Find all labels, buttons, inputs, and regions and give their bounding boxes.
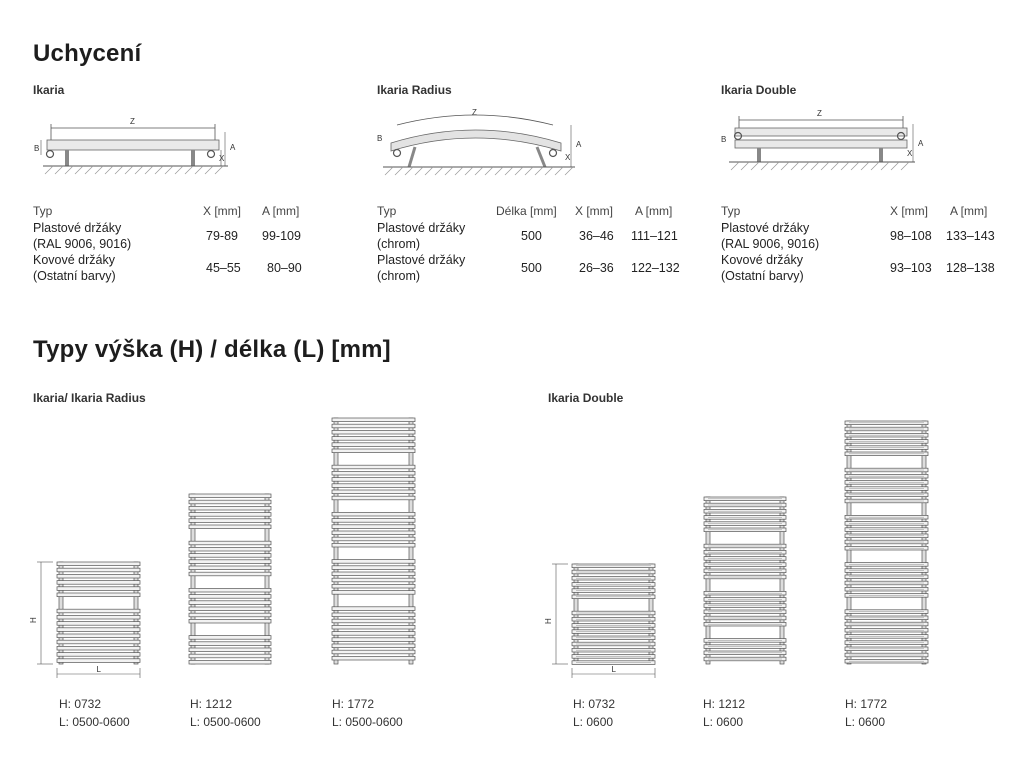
radiator-rail [332,560,415,564]
radiator-rail [332,537,415,541]
table-header-a: A [mm] [950,204,988,218]
radiator-rail [332,619,415,623]
radiator-rail [332,418,415,422]
length-value: L: 0600 [703,715,744,729]
dim-z-label: Z [130,117,135,126]
height-value: H: 0732 [59,697,102,711]
towel-radiator-illustration [167,494,279,684]
size-caption [190,695,261,731]
table-cell-type [33,252,116,284]
radiator-rail [189,607,271,611]
table-cell-length: 500 [521,229,542,243]
radiator-rail [57,609,140,613]
radiator-rail [189,572,271,576]
table-cell-type [721,252,804,284]
dim-x-label: X [907,149,913,158]
radiator-rail [57,653,140,657]
radiator-rail [332,543,415,547]
type-line: (Ostatní barvy) [33,269,116,283]
size-caption [845,695,887,731]
towel-radiator-illustration [682,497,794,684]
table-header-type: Typ [33,204,53,218]
length-value: L: 0600 [573,715,614,729]
dim-a-label: A [230,143,236,152]
section-title-sizes: Typy výška (H) / délka (L) [mm] [33,336,391,363]
ikaria-radius-mounting-diagram [375,103,590,180]
panel-title-ikaria-radius: Ikaria Radius [377,83,452,97]
table-cell-x: 93–103 [890,261,932,275]
dim-b-label: B [721,135,727,144]
table-header-type: Typ [377,204,397,218]
radiator-rail [332,591,415,595]
size-caption [703,695,745,731]
size-caption [573,695,615,731]
radiator-rail [332,449,415,453]
radiator-rail [189,648,271,652]
radiator-rail [332,525,415,529]
radiator-rail [332,531,415,535]
radiator-rail [332,613,415,617]
radiator-rail [332,471,415,475]
type-line: Plastové držáky [377,221,466,235]
radiator-rail [332,430,415,434]
radiator-rail [332,437,415,441]
table-cell-length: 500 [521,261,542,275]
dim-l-label: L [96,665,101,674]
radiator-rail [332,496,415,500]
radiator-rail [189,500,271,504]
table-cell-x: 79-89 [206,229,238,243]
radiator-rail [57,646,140,650]
dim-z-label: Z [472,108,477,117]
radiator-rail [189,525,271,529]
dim-a-label: A [576,140,582,149]
dim-h-label: H [29,617,38,623]
type-line: Plastové držáky [33,221,122,235]
radiator-rail [189,566,271,570]
table-header-x: X [mm] [575,204,613,218]
table-cell-type [377,220,465,252]
dim-b-label: B [377,134,383,143]
type-line: (Ostatní barvy) [721,269,804,283]
dim-b-label: B [34,144,40,153]
size-caption [59,695,130,731]
radiator-rail [189,619,271,623]
type-line: (chrom) [377,237,421,251]
height-value: H: 1772 [845,697,888,711]
table-header-x: X [mm] [203,204,241,218]
section-title-mounting: Uchycení [33,40,142,67]
table-header-x: X [mm] [890,204,928,218]
table-cell-x: 98–108 [890,229,932,243]
towel-radiator-illustration [544,564,663,684]
radiator-rail [332,638,415,642]
radiator-rail [189,513,271,517]
dim-h-label: H [544,618,553,624]
type-line: (RAL 9006, 9016) [721,237,820,251]
length-value: L: 0500-0600 [59,715,130,729]
table-cell-type [721,220,819,252]
table-cell-type [377,252,465,284]
table-header-type: Typ [721,204,741,218]
radiator-rail [189,601,271,605]
type-line: Plastové držáky [377,253,466,267]
table-cell-a: 111–121 [631,229,678,243]
table-cell-x: 26–36 [579,261,614,275]
radiator-rail [332,519,415,523]
radiator-rail [332,656,415,660]
type-line: (RAL 9006, 9016) [33,237,132,251]
radiator-rail [332,584,415,588]
dim-x-label: X [565,153,571,162]
radiator-rail [332,632,415,636]
radiator-rail [57,659,140,663]
radiator-rail [57,562,140,566]
type-line: Plastové držáky [721,221,810,235]
radiator-rail [332,443,415,447]
radiator-rail [189,636,271,640]
ikaria-mounting-diagram [33,110,248,180]
group-title-ikaria-radius: Ikaria/ Ikaria Radius [33,391,146,405]
ikaria-double-mounting-diagram [717,106,932,180]
table-cell-a: 80–90 [267,261,302,275]
type-line: Kovové držáky [33,253,115,267]
length-value: L: 0500-0600 [332,715,403,729]
towel-radiator-illustration [310,418,423,684]
radiator-rail [332,465,415,469]
radiator-rail [189,595,271,599]
radiator-rail [57,587,140,591]
radiator-rail [189,654,271,658]
radiator-rail [332,578,415,582]
radiator-rail [57,593,140,597]
table-cell-a: 133–143 [946,229,995,243]
radiator-rail [57,581,140,585]
table-header-length: Délka [mm] [496,204,557,218]
group-title-ikaria-double: Ikaria Double [548,391,624,405]
dim-z-label: Z [817,109,822,118]
length-value: L: 0600 [845,715,886,729]
radiator-rail [189,506,271,510]
size-caption [332,695,403,731]
towel-radiator-illustration [823,421,936,684]
radiator-rail [57,622,140,626]
type-line: (chrom) [377,269,421,283]
radiator-rail [57,628,140,632]
radiator-rail [332,607,415,611]
radiator-rail [189,541,271,545]
table-cell-a: 122–132 [631,261,680,275]
dim-x-label: X [219,154,225,163]
radiator-rail [332,625,415,629]
height-value: H: 1212 [190,697,233,711]
radiator-rail [57,634,140,638]
table-cell-type [33,220,131,252]
radiator-rail [57,574,140,578]
radiator-rail [332,572,415,576]
radiator-rail [189,547,271,551]
radiator-rail [332,512,415,516]
radiator-rail [57,615,140,619]
radiator-rail [189,519,271,523]
table-header-a: A [mm] [635,204,673,218]
radiator-rail [189,494,271,498]
table-cell-a: 99-109 [262,229,301,243]
radiator-rail [332,490,415,494]
radiator-rail [189,560,271,564]
type-line: Kovové držáky [721,253,803,267]
radiator-rail [332,484,415,488]
height-value: H: 1212 [703,697,746,711]
radiator-rail [189,613,271,617]
radiator-rail [57,568,140,572]
radiator-rail [332,566,415,570]
panel-title-ikaria: Ikaria [33,83,65,97]
radiator-rail [57,640,140,644]
height-value: H: 1772 [332,697,375,711]
radiator-rail [189,660,271,664]
radiator-rail [189,554,271,558]
radiator-rail [332,478,415,482]
table-cell-x: 45–55 [206,261,241,275]
radiator-rail [332,424,415,428]
radiator-rail [332,644,415,648]
table-cell-a: 128–138 [946,261,995,275]
panel-title-ikaria-double: Ikaria Double [721,83,797,97]
dim-a-label: A [918,139,924,148]
table-header-a: A [mm] [262,204,300,218]
towel-radiator-illustration [29,562,148,684]
length-value: L: 0500-0600 [190,715,261,729]
radiator-rail [189,642,271,646]
radiator-rail [332,650,415,654]
radiator-rail [189,588,271,592]
dim-l-label: L [611,665,616,674]
height-value: H: 0732 [573,697,616,711]
table-cell-x: 36–46 [579,229,614,243]
